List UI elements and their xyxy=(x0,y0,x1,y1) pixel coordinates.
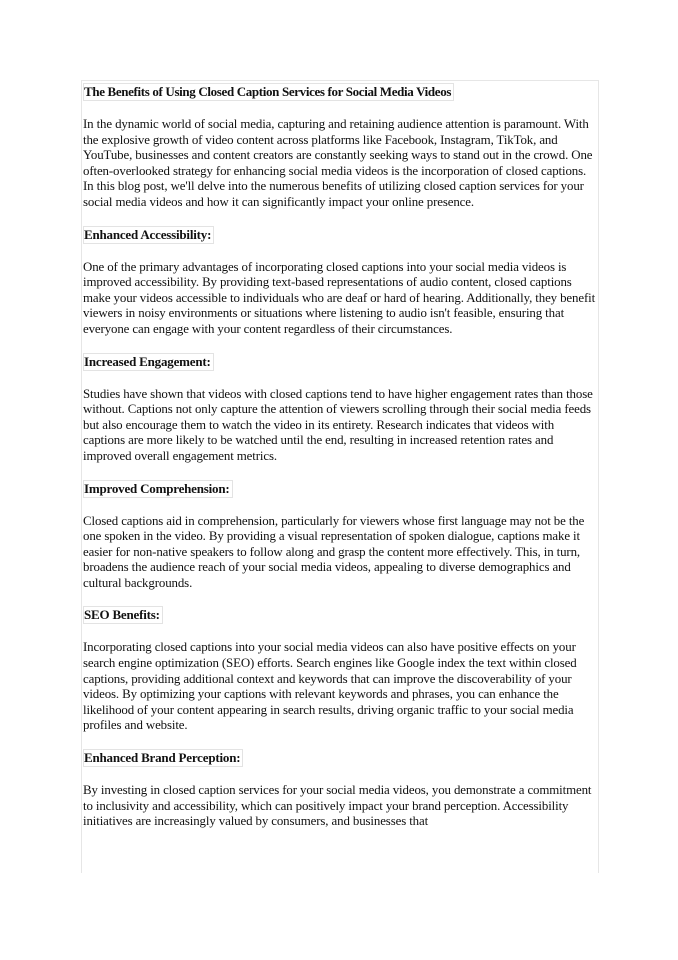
section-body-engagement: Studies have shown that videos with closed captions tend to have higher engagement rates than those without. Captions not only capture the attention of viewers scrolling through their social media feeds but also encourage them to watch the video in its entirety. Research indicates that videos with captions are more likely to be watched until the end, resulting in increased retention rates and improved overall engagement metrics. xyxy=(83,386,593,463)
document-page xyxy=(81,80,599,873)
intro-paragraph: In the dynamic world of social media, capturing and retaining audience attention is paramount. With the explosive growth of video content across platforms like Facebook, Instagram, TikTok, and YouTube, businesses and content creators are constantly seeking ways to stand out in the crowd. One often-overlooked strategy for enhancing social media videos is the incorporation of closed captions. In this blog post, we'll delve into the numerous benefits of utilizing closed caption services for your social media videos and how it can significantly impact your online presence. xyxy=(83,117,593,209)
document-content xyxy=(82,81,598,830)
section-heading-brand: Enhanced Brand Perception: xyxy=(83,749,243,767)
section-body-comprehension: Closed captions aid in comprehension, particularly for viewers whose first language may not be the one spoken in the video. By providing a visual representation of spoken dialogue, captions make it easier for non-native speakers to follow along and grasp the content more effectively. This, in turn, broadens the audience reach of your social media videos, appealing to diverse demographics and cultural backgrounds. xyxy=(83,513,585,590)
section-heading-comprehension: Improved Comprehension: xyxy=(83,480,233,498)
section-heading-accessibility: Enhanced Accessibility: xyxy=(83,226,214,244)
section-heading-seo: SEO Benefits: xyxy=(83,606,163,624)
document-title: The Benefits of Using Closed Caption Services for Social Media Videos xyxy=(83,83,454,101)
section-body-accessibility: One of the primary advantages of incorporating closed captions into your social media videos is improved accessibility. By providing text-based representations of audio content, closed captions make your videos accessible to individuals who are deaf or hard of hearing. Additionally, they benefit viewers in noisy environments or situations where listening to audio isn't feasible, ensuring that everyone can engage with your content regardless of their circumstances. xyxy=(83,259,596,336)
section-heading-engagement: Increased Engagement: xyxy=(83,353,214,371)
section-body-brand: By investing in closed caption services for your social media videos, you demonstrate a commitment to inclusivity and accessibility, which can positively impact your brand perception. Accessibility initiatives are increasingly valued by consumers, and businesses that xyxy=(83,783,592,829)
section-body-seo: Incorporating closed captions into your social media videos can also have positive effects on your search engine optimization (SEO) efforts. Search engines like Google index the text within closed captions, providing additional context and keywords that can improve the discoverability of your videos. By optimizing your captions with relevant keywords and phrases, you can enhance the likelihood of your content appearing in search results, driving organic traffic to your social media profiles and website. xyxy=(83,640,577,733)
